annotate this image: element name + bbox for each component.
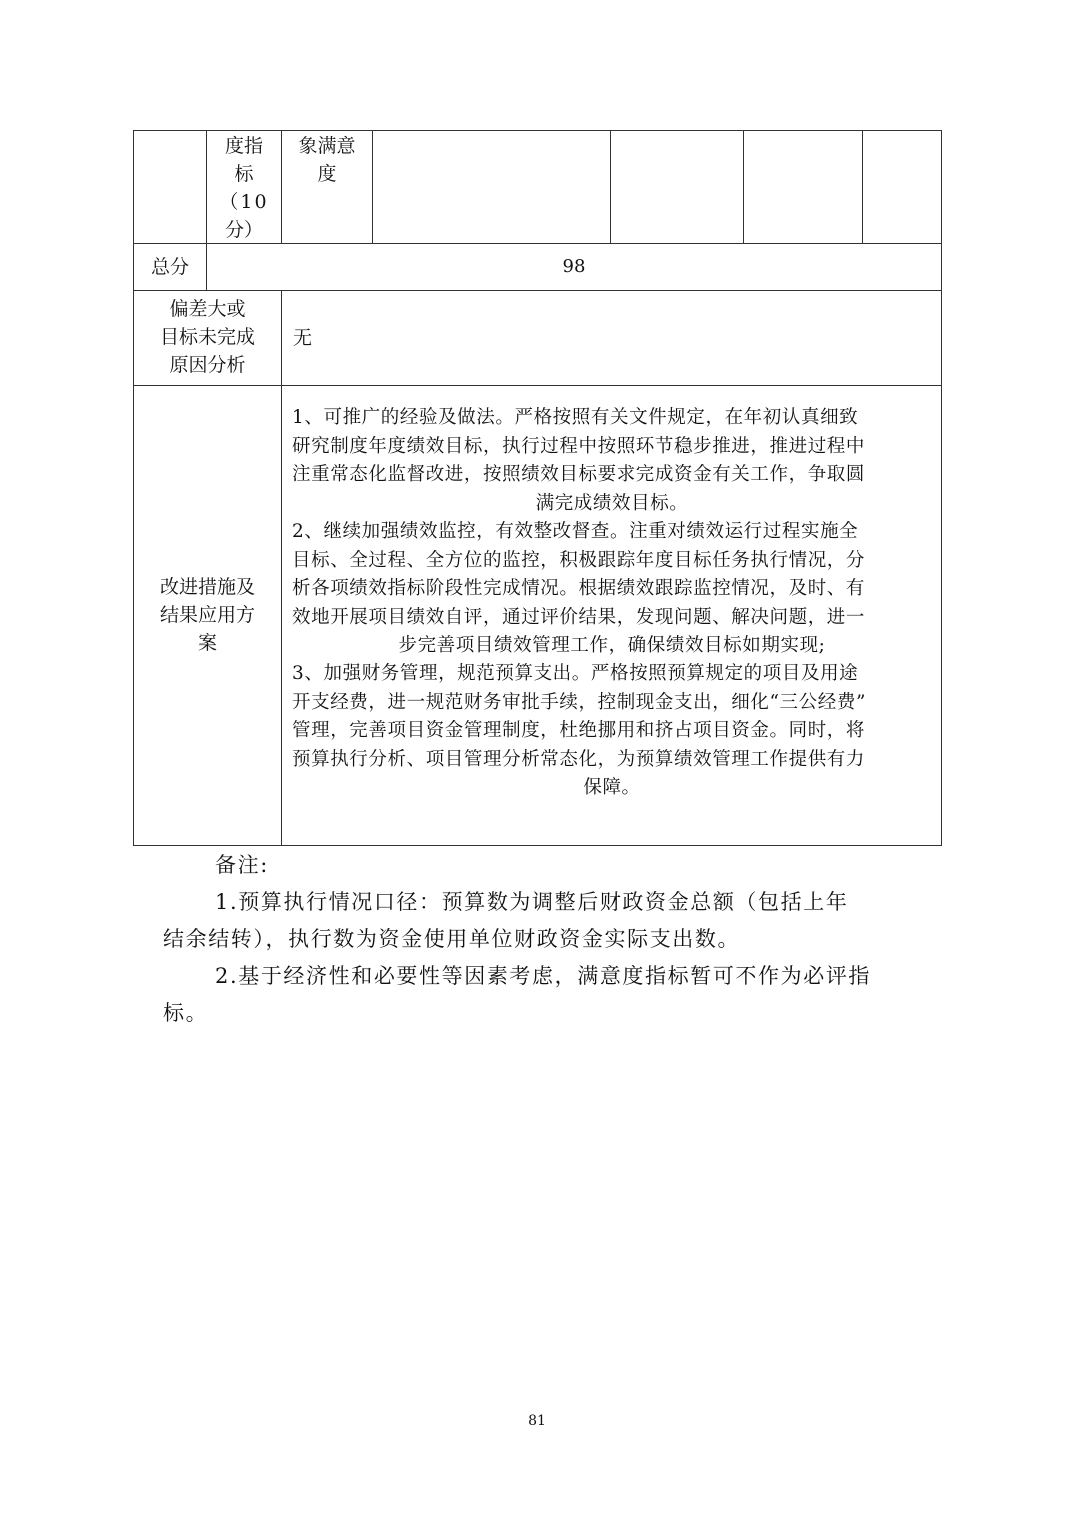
- improvement-label-line: 结果应用方: [159, 604, 255, 626]
- note-1-line-2: 结余结转），执行数为资金使用单位财政资金实际支出数。: [163, 927, 741, 951]
- table-border-top: [133, 130, 942, 131]
- note-1-line-1: 1.预算执行情况口径：预算数为调整后财政资金总额（包括上年: [215, 890, 849, 914]
- indicator-category-line: 标: [234, 163, 254, 185]
- label-column-divider: [281, 290, 282, 846]
- deviation-label-line: 偏差大或: [169, 298, 246, 320]
- paragraph-last-line: 保障。: [583, 777, 641, 798]
- notes-heading: 备注:: [215, 853, 269, 877]
- paragraph-line: 析各项绩效指标阶段性完成情况。根据绩效跟踪监控情况，及时、有: [292, 578, 866, 599]
- paragraph-line: 3、加强财务管理，规范预算支出。严格按照预算规定的项目及用途: [292, 663, 859, 684]
- paragraph-last-line: 步完善项目绩效管理工作，确保绩效目标如期实现;: [398, 635, 826, 656]
- paragraph-last-line: 满完成绩效目标。: [535, 492, 689, 514]
- improvement-label: [134, 573, 281, 657]
- paragraph-line: 效地开展项目绩效自评，通过评价结果，发现问题、解决问题，进一: [292, 606, 866, 628]
- table-border-row2: [133, 290, 942, 291]
- paragraph-line: 预算执行分析、项目管理分析常态化，为预算绩效管理工作提供有力: [292, 748, 866, 770]
- note-2-line-1: 2.基于经济性和必要性等因素考虑，满意度指标暂可不作为必评指: [215, 964, 872, 988]
- paragraph-line: 注重常态化监督改进，按照绩效目标要求完成资金有关工作，争取圆: [292, 464, 866, 485]
- indicator-name-line: 度: [317, 163, 337, 185]
- row1-divider-5: [743, 130, 744, 244]
- indicator-category-line: （10: [219, 191, 269, 213]
- paragraph-line: 管理，完善项目资金管理制度，杜绝挪用和挤占项目资金。同时，将: [292, 720, 866, 741]
- page-number: 81: [528, 1413, 546, 1429]
- paragraph-line: 开支经费，进一规范财务审批手续，控制现金支出，细化“三公经费”: [292, 691, 867, 713]
- deviation-label-line: 目标未完成: [159, 326, 255, 348]
- deviation-label: [134, 295, 281, 379]
- improvement-paragraph-3: [292, 660, 932, 803]
- indicator-category-line: 度指: [224, 135, 263, 157]
- paragraph-line: 目标、全过程、全方位的监控，积极跟踪年度目标任务执行情况，分: [292, 549, 866, 571]
- improvement-paragraph-1: [292, 404, 932, 518]
- total-score-value: 98: [562, 256, 586, 277]
- indicator-name-cell: [282, 132, 372, 188]
- paragraph-line: 2、继续加强绩效监控，有效整改督查。注重对绩效运行过程实施全: [292, 521, 859, 542]
- indicator-category-cell: [207, 132, 281, 244]
- row1-divider-4: [610, 130, 611, 244]
- deviation-label-line: 原因分析: [169, 354, 246, 376]
- row1-divider-3: [372, 130, 373, 244]
- table-border-left: [133, 130, 134, 846]
- improvement-paragraph-2: [292, 518, 932, 661]
- table-border-right: [941, 130, 942, 846]
- deviation-value: 无: [293, 327, 313, 349]
- note-2-line-2: 标。: [163, 1001, 209, 1025]
- indicator-name-line: 象满意: [298, 135, 356, 157]
- paragraph-line: 1、可推广的经验及做法。严格按照有关文件规定，在年初认真细致: [292, 407, 859, 428]
- table-border-row3: [133, 385, 942, 386]
- improvement-label-line: 案: [197, 632, 217, 654]
- indicator-category-line: 分）: [224, 219, 263, 241]
- improvement-label-line: 改进措施及: [159, 576, 255, 598]
- table-border-bottom: [133, 845, 942, 846]
- row1-divider-6: [862, 130, 863, 244]
- paragraph-line: 研究制度年度绩效目标，执行过程中按照环节稳步推进，推进过程中: [292, 435, 866, 457]
- total-score-label: 总分: [150, 256, 189, 278]
